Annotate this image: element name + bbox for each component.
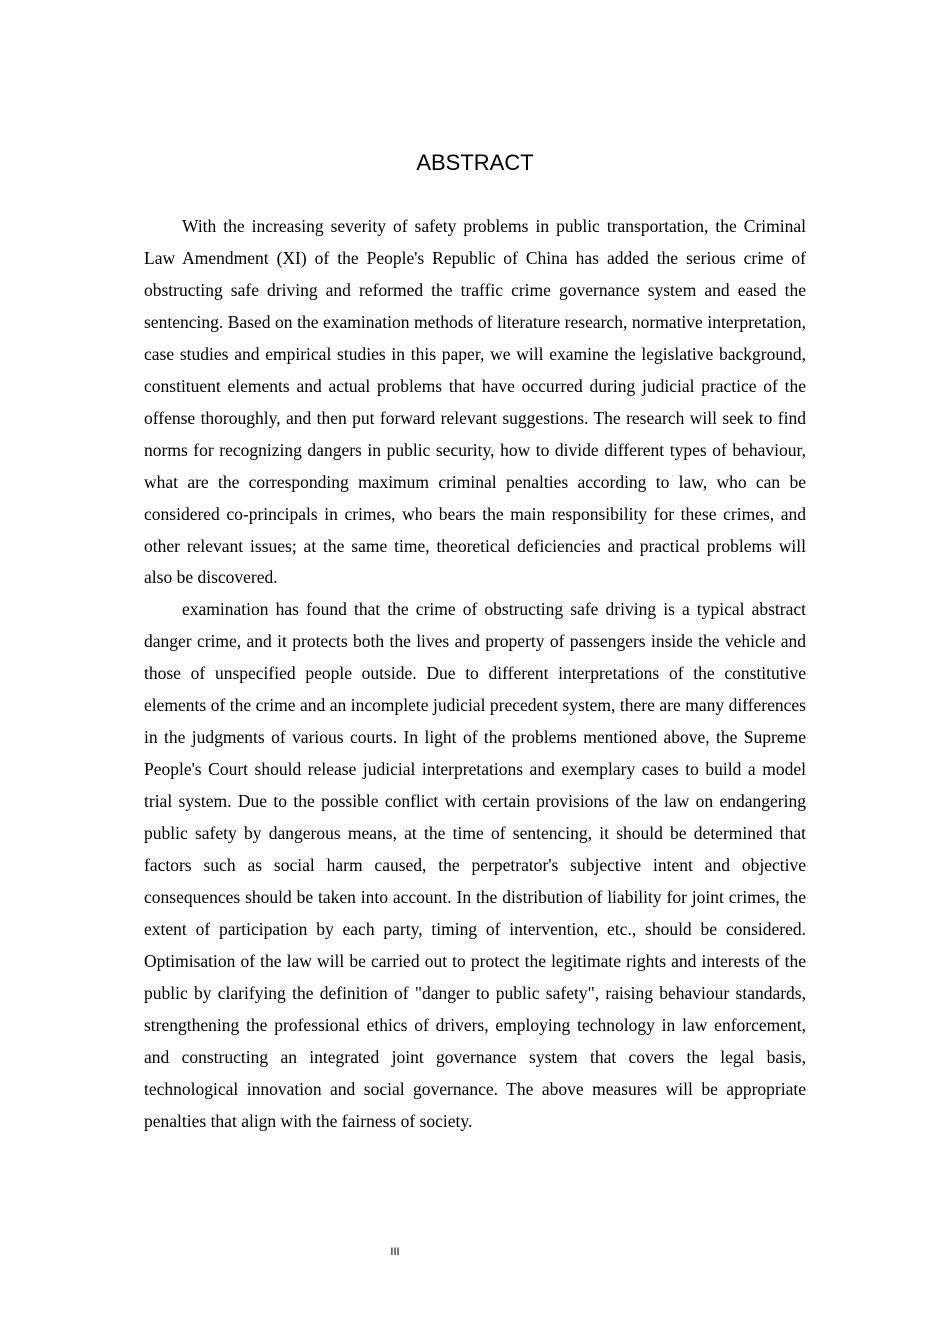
abstract-paragraph-2: examination has found that the crime of obstructing safe driving is a typical abstract danger crime, and it protects both the lives and property of passengers inside the vehicle and those of unspecified people outside. Due to different interpretations of the constitutive elements of the crime and an incomplete judicial precedent system, there are many differences in the judgments of various courts. In light of the problems mentioned above, the Supreme People's Court should release judicial interpretations and exemplary cases to build a model trial system. Due to the possible conflict with certain provisions of the law on endangering public safety by dangerous means, at the time of sentencing, it should be determined that factors such as social harm caused, the perpetrator's subjective intent and objective consequences should be taken into account. In the distribution of liability for joint crimes, the extent of participation by each party, timing of intervention, etc., should be considered. Optimisation of the law will be carried out to protect the legitimate rights and interests of the public by clarifying the definition of "danger to public safety", raising behaviour standards, strengthening the professional ethics of drivers, employing technology in law enforcement, and constructing an integrated joint governance system that covers the legal basis, technological innovation and social governance. The above measures will be appropriate penalties that align with the fairness of society.: [144, 599, 806, 1131]
abstract-paragraph-1: With the increasing severity of safety problems in public transportation, the Criminal Law Amendment (XI) of the People's Republic of China has added the serious crime of obstructing safe driving and reformed the traffic crime governance system and eased the sentencing. Based on the examination methods of literature research, normative interpretation, case studies and empirical studies in this paper, we will examine the legislative background, constituent elements and actual problems that have occurred during judicial practice of the offense thoroughly, and then put forward relevant suggestions. The research will seek to find norms for recognizing dangers in public security, how to divide different types of behaviour, what are the corresponding maximum criminal penalties according to law, who can be considered co-principals in crimes, who bears the main responsibility for these crimes, and other relevant issues; at the same time, theoretical deficiencies and practical problems will also be discovered.: [144, 216, 806, 588]
page-number: III: [390, 1246, 400, 1258]
abstract-body: [144, 211, 806, 1138]
abstract-title: ABSTRACT: [416, 150, 534, 175]
